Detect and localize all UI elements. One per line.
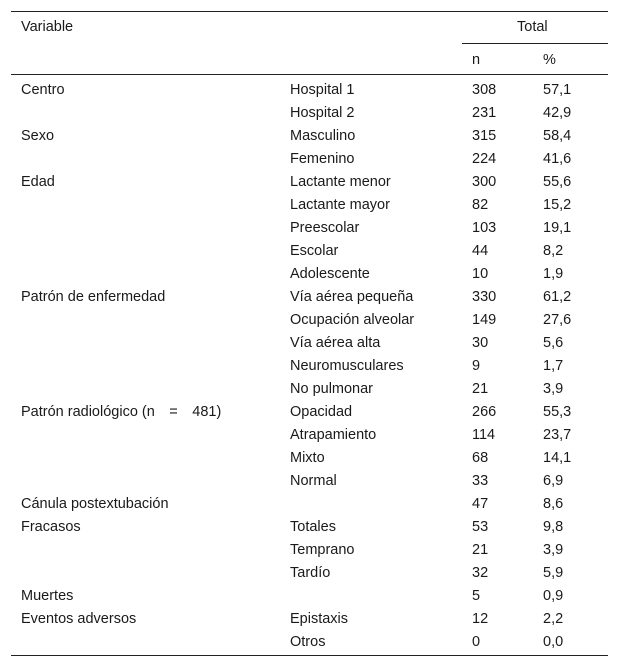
table-cell-percent: 3,9	[543, 381, 564, 397]
table-cell-n: 10	[472, 266, 489, 282]
table-cell-percent: 41,6	[543, 151, 572, 167]
table-cell-category: Tardío	[290, 565, 331, 581]
table-cell-variable: Fracasos	[21, 519, 81, 535]
table-cell-percent: 23,7	[543, 427, 572, 443]
table-cell-category: Escolar	[290, 243, 339, 259]
table-cell-n: 315	[472, 128, 497, 144]
table-cell-category: Normal	[290, 473, 337, 489]
table-cell-n: 266	[472, 404, 497, 420]
table-cell-percent: 61,2	[543, 289, 572, 305]
table-cell-category: Neuromusculares	[290, 358, 404, 374]
table-cell-category: Adolescente	[290, 266, 370, 282]
table-cell-variable: Patrón radiológico (n = 481)	[21, 404, 222, 420]
table-cell-percent: 2,2	[543, 611, 564, 627]
table-cell-n: 114	[472, 427, 496, 443]
table-cell-percent: 0,0	[543, 634, 564, 650]
table-cell-category: Totales	[290, 519, 336, 535]
table-cell-variable: Edad	[21, 174, 55, 190]
table-cell-n: 231	[472, 105, 497, 121]
table-cell-n: 68	[472, 450, 489, 466]
table-cell-n: 149	[472, 312, 497, 328]
table-cell-percent: 55,3	[543, 404, 572, 420]
table-cell-percent: 5,9	[543, 565, 564, 581]
table-cell-category: Ocupación alveolar	[290, 312, 415, 328]
table-cell-category: Hospital 1	[290, 82, 355, 98]
table-cell-percent: 19,1	[543, 220, 572, 236]
table-cell-n: 30	[472, 335, 489, 351]
table-cell-category: Mixto	[290, 450, 325, 466]
table-cell-n: 53	[472, 519, 489, 535]
table-cell-n: 103	[472, 220, 497, 236]
table-cell-n: 5	[472, 588, 481, 604]
table-cell-n: 224	[472, 151, 497, 167]
table-cell-n: 330	[472, 289, 497, 305]
table-cell-variable: Cánula postextubación	[21, 496, 169, 512]
table-cell-percent: 27,6	[543, 312, 572, 328]
table-cell-percent: 14,1	[543, 450, 572, 466]
table-cell-category: Epistaxis	[290, 611, 349, 627]
table-header-rule	[11, 74, 608, 75]
table-cell-category: Atrapamiento	[290, 427, 377, 443]
table-cell-category: Preescolar	[290, 220, 360, 236]
table-cell-percent: 57,1	[543, 82, 572, 98]
table-cell-n: 47	[472, 496, 489, 512]
table-cell-percent: 0,9	[543, 588, 564, 604]
table-cell-category: Hospital 2	[290, 105, 355, 121]
table-cell-n: 32	[472, 565, 489, 581]
table-cell-percent: 1,7	[543, 358, 564, 374]
table-cell-category: Femenino	[290, 151, 355, 167]
table-cell-percent: 9,8	[543, 519, 564, 535]
table-cell-n: 33	[472, 473, 489, 489]
table-cell-variable: Patrón de enfermedad	[21, 289, 166, 305]
table-cell-variable: Muertes	[21, 588, 74, 604]
table-cell-n: 9	[472, 358, 481, 374]
table-cell-percent: 8,6	[543, 496, 564, 512]
table-cell-percent: 58,4	[543, 128, 572, 144]
table-cell-category: No pulmonar	[290, 381, 374, 397]
table-top-rule	[11, 11, 608, 12]
table-cell-percent: 8,2	[543, 243, 564, 259]
table-cell-percent: 6,9	[543, 473, 564, 489]
table-cell-variable: Eventos adversos	[21, 611, 137, 627]
table-cell-category: Opacidad	[290, 404, 353, 420]
header-n: n	[472, 52, 481, 68]
table-cell-n: 0	[472, 634, 481, 650]
table-cell-category: Otros	[290, 634, 326, 650]
table-cell-percent: 3,9	[543, 542, 564, 558]
header-percent: %	[543, 52, 556, 68]
table-cell-n: 21	[472, 381, 489, 397]
table-cell-category: Masculino	[290, 128, 356, 144]
table-cell-percent: 15,2	[543, 197, 572, 213]
table-cell-category: Lactante menor	[290, 174, 391, 190]
table-cell-percent: 42,9	[543, 105, 572, 121]
table-cell-category: Vía aérea alta	[290, 335, 381, 351]
table-cell-n: 82	[472, 197, 489, 213]
table-cell-variable: Centro	[21, 82, 65, 98]
table-cell-percent: 1,9	[543, 266, 564, 282]
header-variable: Variable	[21, 19, 74, 35]
header-total: Total	[517, 19, 548, 35]
table-cell-n: 308	[472, 82, 497, 98]
table-bottom-rule	[11, 655, 608, 656]
table-cell-variable: Sexo	[21, 128, 55, 144]
table-cell-category: Lactante mayor	[290, 197, 390, 213]
table-cell-n: 44	[472, 243, 489, 259]
table-cell-percent: 5,6	[543, 335, 564, 351]
total-subheader-rule	[462, 43, 608, 44]
table-cell-category: Temprano	[290, 542, 355, 558]
table-cell-percent: 55,6	[543, 174, 572, 190]
table-cell-n: 300	[472, 174, 497, 190]
table-cell-n: 12	[472, 611, 489, 627]
table-cell-n: 21	[472, 542, 489, 558]
table-cell-category: Vía aérea pequeña	[290, 289, 414, 305]
